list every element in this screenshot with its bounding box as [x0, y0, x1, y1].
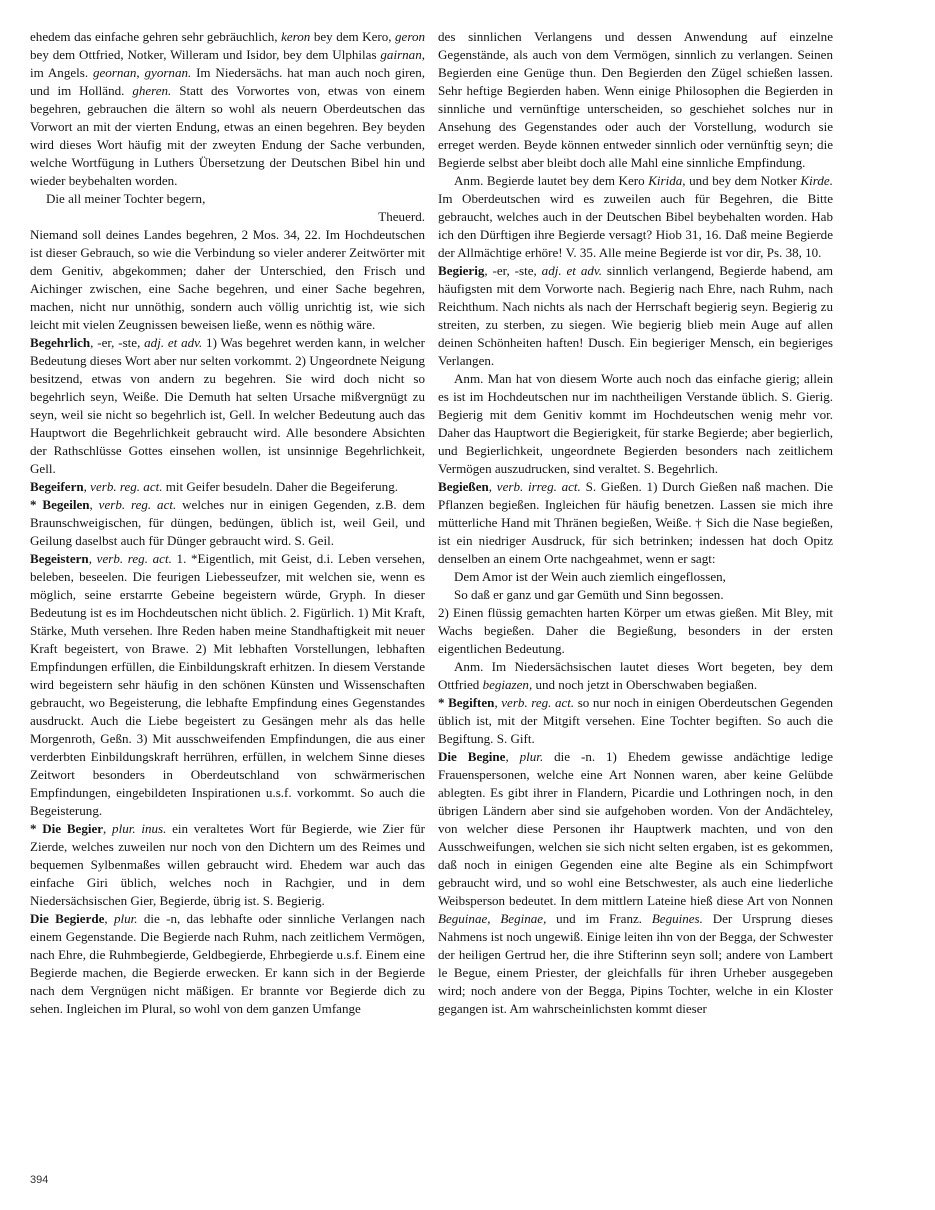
headword: Begeifern [30, 479, 84, 494]
text-run: Im Oberdeutschen wird es zuweilen auch für Begehren, die Bitte gebraucht, welches auch in der Deutschen Bibel beybehalten worden. Hab ich den Dürftigen ihre Begierde versagt? Hiob 31, 16. Daß meine Begierde der Allmächtige erhöre! V. 35. Alle meine Begierde ist vor dir, Ps. 38, 10. [438, 191, 833, 260]
italic-text: verb. reg. act. [98, 497, 177, 512]
text-run: , [488, 479, 497, 494]
headword: Begießen [438, 479, 489, 494]
text-run: die -n. 1) Ehedem gewisse andächtige ledige Frauenspersonen, welche eine Art Nonnen waren, aber keine Gelübde ablegten. Es gibt ihrer in Flandern, Picardie und Lothringen noch, in den übrigen Ländern aber sind sie aufgehoben worden. Von der Andächteley, von welcher diese Personen ihr Hauptwerk machten, und von den Ausschweifungen, welchen sie sich nicht selten ergaben, ist es gekommen, daß noch in einigen Gegenden eine alte Begine als ein Schimpfwort gebraucht wird, und so wohl eine Betschwester, als auch eine liederliche Weibsperson bedeutet. In dem mittlern Lateine hieß diese Art von Nonnen [438, 749, 833, 908]
italic-text: plur. [519, 749, 544, 764]
text-run: , [83, 479, 91, 494]
entry-paragraph [30, 28, 425, 190]
text-run: Im Niedersächs. hat man auch noch giren, und im Holländ. [30, 65, 425, 98]
text-run: 1. *Eigentlich, mit Geist, d.i. Leben versehen, beleben, beseelen. Die feurigen Liebesseufzer, mit welchen sie, wenn es möglich, seine erstarrte Gebeine begeistern würde, Gryph. In dieser Bedeutung ist es im Hochdeutschen nicht üblich. 2. Figürlich. 1) Mit Kraft, Stärke, Muth versehen. Ihre Reden haben meine Standhaftigkeit mit neuer Kraft begeistert, von Brawe. 2) Mit lebhaften Vorstellungen, lebhaften Empfindungen erfüllen, die Einbildungskraft erhitzen. In diesem Verstande wird begeistern sehr häufig in den schönen Künsten und Wissenschaften gebraucht, wo Begeisterung, die lebhafte Empfindung eines Gegenstandes ausdruckt. Auch die Liebe begeistert zu Gesängen mehr als das helle Morgenroth, Geßn. 3) Mit ausschweifenden Empfindungen, die aus einer verderbten Einbildungskraft herrühren, erfüllen, in welchem Sinne dieses Zeitwort besonders in Oberdeutschland von schwärmerischen Empfindungen, eingebildeten Inspirationen u.s.f. vorkommt. So auch die Begeisterung. [30, 551, 425, 818]
entry-paragraph [30, 226, 425, 334]
text-run: so nur noch in einigen Oberdeutschen Gegenden üblich ist, mit der Mitgift versehen. Eine Tochter begiften. So auch die Begiftung. S. Gift. [438, 695, 834, 746]
italic-text: verb. reg. act. [96, 551, 172, 566]
entry-paragraph [438, 172, 833, 262]
text-run: , [89, 497, 99, 512]
italic-text: plur. [113, 911, 138, 926]
text-run: Theuerd. [378, 209, 425, 224]
text-run: Die all meiner Tochter begern, [46, 191, 206, 206]
italic-text: Kirida, [648, 173, 686, 188]
text-run: Der Ursprung dieses Nahmens ist noch ungewiß. Einige leiten ihn von der Begga, der Schwester der heiligen Gertrud her, die ihre Stifterinn seyn soll; andere von Lambert le Begue, einem Priester, der gleichfalls für ihren Urheber ausgegeben wird; noch andere von der Begga, Pipins Tochter, welche in ein Kloster gegangen ist. Am wahrscheinlichsten kommt dieser [438, 911, 833, 1016]
text-run: bey dem Kero, [310, 29, 396, 44]
entry-paragraph [438, 658, 833, 694]
text-run: , [104, 911, 114, 926]
italic-text: keron [281, 29, 311, 44]
italic-text: verb. reg. act. [90, 479, 163, 494]
text-run: ein veraltetes Wort für Begierde, wie Zier für Zierde, welches zuweilen nur noch von den Dichtern um des Reimes und bequemen Sylbenmaßes willen gebraucht wird. Ehedem war auch das einfache Giri üblich, welches noch in Rachgier, und in dem Niedersächsischen Gier, Begierde, übrig ist. S. Begierig. [30, 821, 425, 908]
italic-text: geornan, gyornan. [92, 65, 192, 80]
italic-text: plur. inus. [112, 821, 167, 836]
text-run: die -n, das lebhafte oder sinnliche Verlangen nach einem Gegenstande. Die Begierde nach Ruhm, nach zeitlichem Vermögen, nach Ehre, die Ruhmbegierde, Geldbegierde, Ehrbegierde u.s.f. Einem eine Begierde machen, die Begierde erwecken. Er kann sich in der Begierde nach dem Vergnügen nicht mäßigen. Er brannte vor Begierde dich zu sehen. Ingleichen im Plural, so wohl von dem ganzen Umfange [30, 911, 425, 1016]
italic-text: begiazen, [482, 677, 533, 692]
text-run: bey dem Ottfried, Notker, Willeram und Isidor, bey dem Ulphilas [30, 47, 381, 62]
text-run: Dem Amor ist der Wein auch ziemlich eingeflossen, [454, 569, 726, 584]
italic-text: Kirde. [800, 173, 833, 188]
text-run: mit Geifer besudeln. Daher die Begeiferung. [162, 479, 398, 494]
entry-paragraph [30, 910, 425, 1018]
text-run: und bey dem Notker [685, 173, 801, 188]
headword: * Begiften [438, 695, 495, 710]
headword: Die Begierde [30, 911, 105, 926]
text-run: und im Franz. [546, 911, 652, 926]
text-run: So daß er ganz und gar Gemüth und Sinn begossen. [454, 587, 724, 602]
text-run: 1) Was begehret werden kann, in welcher Bedeutung dieses Wort aber nur selten vorkommt. 2) Ungeordnete Neigung besitzend, etwas von andern zu begehren. Sie wird doch nicht so begehrlich seyn, Weiße. Die Demuth hat selten Ursache mißvergnügt zu seyn, weil sie nicht so begehrlich ist, Gell. In welcher Bedeutung auch das Hauptwort die Begehrlichkeit gebraucht wird. Alle besondere Absichten der Rathschlüsse Gottes einsehen wollen, ist unsinnige Begehrlichkeit, Gell. [30, 335, 426, 476]
text-run: welches nur in einigen Gegenden, z.B. dem Braunschweigischen, für düngen, bedüngen, üblich ist, weil Geil, und Geilung daselbst auch für Dünger gebraucht wird. S. Geil. [30, 497, 425, 548]
entry-paragraph [30, 550, 425, 820]
entry-paragraph [30, 334, 425, 478]
entry-paragraph [30, 478, 425, 496]
page-number: 394 [30, 1174, 49, 1186]
headword: * Begeilen [30, 497, 90, 512]
verse-line [438, 586, 833, 604]
headword: * Die Begier [30, 821, 104, 836]
italic-text: geron [395, 29, 425, 44]
entry-paragraph [438, 262, 833, 370]
entry-paragraph [438, 370, 833, 478]
text-run: , -er, -ste, [484, 263, 542, 278]
text-run: Anm. Begierde lautet bey dem Kero [454, 173, 649, 188]
italic-text: adj. et adv. [541, 263, 602, 278]
italic-text: adj. et adv. [144, 335, 203, 350]
text-run: sinnlich verlangend, Begierde habend, am häufigsten mit dem Vorworte nach. Begierig nach Ehre, nach Ruhm, nach Reichthum. Nach nichts als nach der Herrschaft begierig seyn. Begierig zu streiten, zu sterben, zu siegen. Wie begierig blieb mein Auge auf allen deinen Schönheiten haften! Dusch. Ein begieriger Mensch, ein begieriges Verlangen. [438, 263, 833, 368]
text-run: , [505, 749, 520, 764]
verse-line [438, 568, 833, 586]
attribution [30, 208, 425, 226]
headword: Begehrlich [30, 335, 91, 350]
text-run: Anm. Im Niedersächsischen lautet dieses Wort begeten, bey dem Ottfried [438, 659, 833, 692]
text-run: , [103, 821, 113, 836]
text-run: 2) Einen flüssig gemachten harten Körper um etwas gießen. Mit Bley, mit Wachs begießen. Daher die Begießung, besonders in der ersten eigentlichen Bedeutung. [438, 605, 833, 656]
entry-paragraph [438, 478, 833, 568]
headword: Begierig [438, 263, 485, 278]
right-column [438, 28, 833, 1018]
italic-text: Beguinae, Beginae, [438, 911, 547, 926]
text-run: , [88, 551, 97, 566]
entry-paragraph [438, 748, 833, 1018]
text-run: , [494, 695, 502, 710]
headword: Begeistern [30, 551, 89, 566]
verse-line [30, 190, 425, 208]
left-column [30, 28, 425, 1018]
entry-paragraph [438, 694, 833, 748]
italic-text: gairnan, [380, 47, 425, 62]
entry-paragraph [30, 820, 425, 910]
italic-text: verb. irreg. act. [496, 479, 581, 494]
text-run: ehedem das einfache gehren sehr gebräuchlich, [30, 29, 282, 44]
text-run: Anm. Man hat von diesem Worte auch noch das einfache gierig; allein es ist im Hochdeutschen nur im nachtheiligen Verstande üblich. S. Gierig. Begierig mit dem Genitiv kommt im Hochdeutschen wenig mehr vor. Daher das Hauptwort die Begierigkeit, für starke Begierde; aber begierlich, und Begierlichkeit, ungeordnete Begierden besonders nach zeitlichem Vermögen auszudrucken, sind veraltet. S. Begehrlich. [438, 371, 833, 476]
italic-text: gheren. [132, 83, 172, 98]
text-run: S. Gießen. 1) Durch Gießen naß machen. Die Pflanzen begießen. Ingleichen für häufig benetzen. Lassen sie mich ihre mütterliche Hand mit Thränen begießen, Weiße. † Sich die Nase begießen, ist ein niedriger Ausdruck, für sich betrinken; indessen hat doch Opitz denselben an einem Orte nachgeahmet, wenn er sagt: [438, 479, 834, 566]
italic-text: verb. reg. act. [501, 695, 575, 710]
text-run: Niemand soll deines Landes begehren, 2 Mos. 34, 22. Im Hochdeutschen ist dieser Gebrauch, so wie die Verbindung so vieler anderer Zeitwörter mit dem Genitiv, abgekommen; daher der Unterschied, den Frisch und Aichinger zwischen, eine Sache begehren, und einer Sache begehren, machen, nicht nur unnöthig, sondern auch völlig unrichtig ist, wie sich leicht mit vielen Zeugnissen beweisen ließe, wenn es nöthig wäre. [30, 227, 425, 332]
text-run: und noch jetzt in Oberschwaben begiaßen. [532, 677, 758, 692]
italic-text: Beguines. [651, 911, 703, 926]
entry-paragraph [30, 496, 425, 550]
headword: Die Begine [438, 749, 506, 764]
text-run: des sinnlichen Verlangens und dessen Anwendung auf einzelne Gegenstände, als auch von dem Vermögen, sinnlich zu verlangen. Seinen Begierden eine Genüge thun. Den Begierden den Zügel schießen lassen. Sehr heftige Begierden haben. Wenn einige Philosophen die Begierden in sinnliche und vernünftige unterscheiden, so geschiehet solches nur in Ansehung des Gegenstandes oder auch der Vorstellung, wodurch sie erreget werden. Beyde können entweder sinnlich oder vernünftig seyn; die Begierde selbst aber bleibt doch alle Mahl eine sinnliche Empfindung. [438, 29, 833, 170]
text-run: Statt des Vorwortes von, etwas von einem begehren, gebrauchen die ältern so wohl als neuern Oberdeutschen das Vorwort an mit der vierten Endung, etwas an einen begehren. Bey beyden wird dieses Wort häufig mit der zweyten Endung der Sache verbunden, welche Wortfügung in Luthers Übersetzung der Deutschen Bibel hin und wieder beybehalten worden. [30, 83, 425, 188]
text-run: im Angels. [30, 65, 93, 80]
dictionary-page [30, 28, 905, 1178]
text-run: , -er, -ste, [90, 335, 145, 350]
entry-paragraph [438, 604, 833, 658]
entry-paragraph [438, 28, 833, 172]
